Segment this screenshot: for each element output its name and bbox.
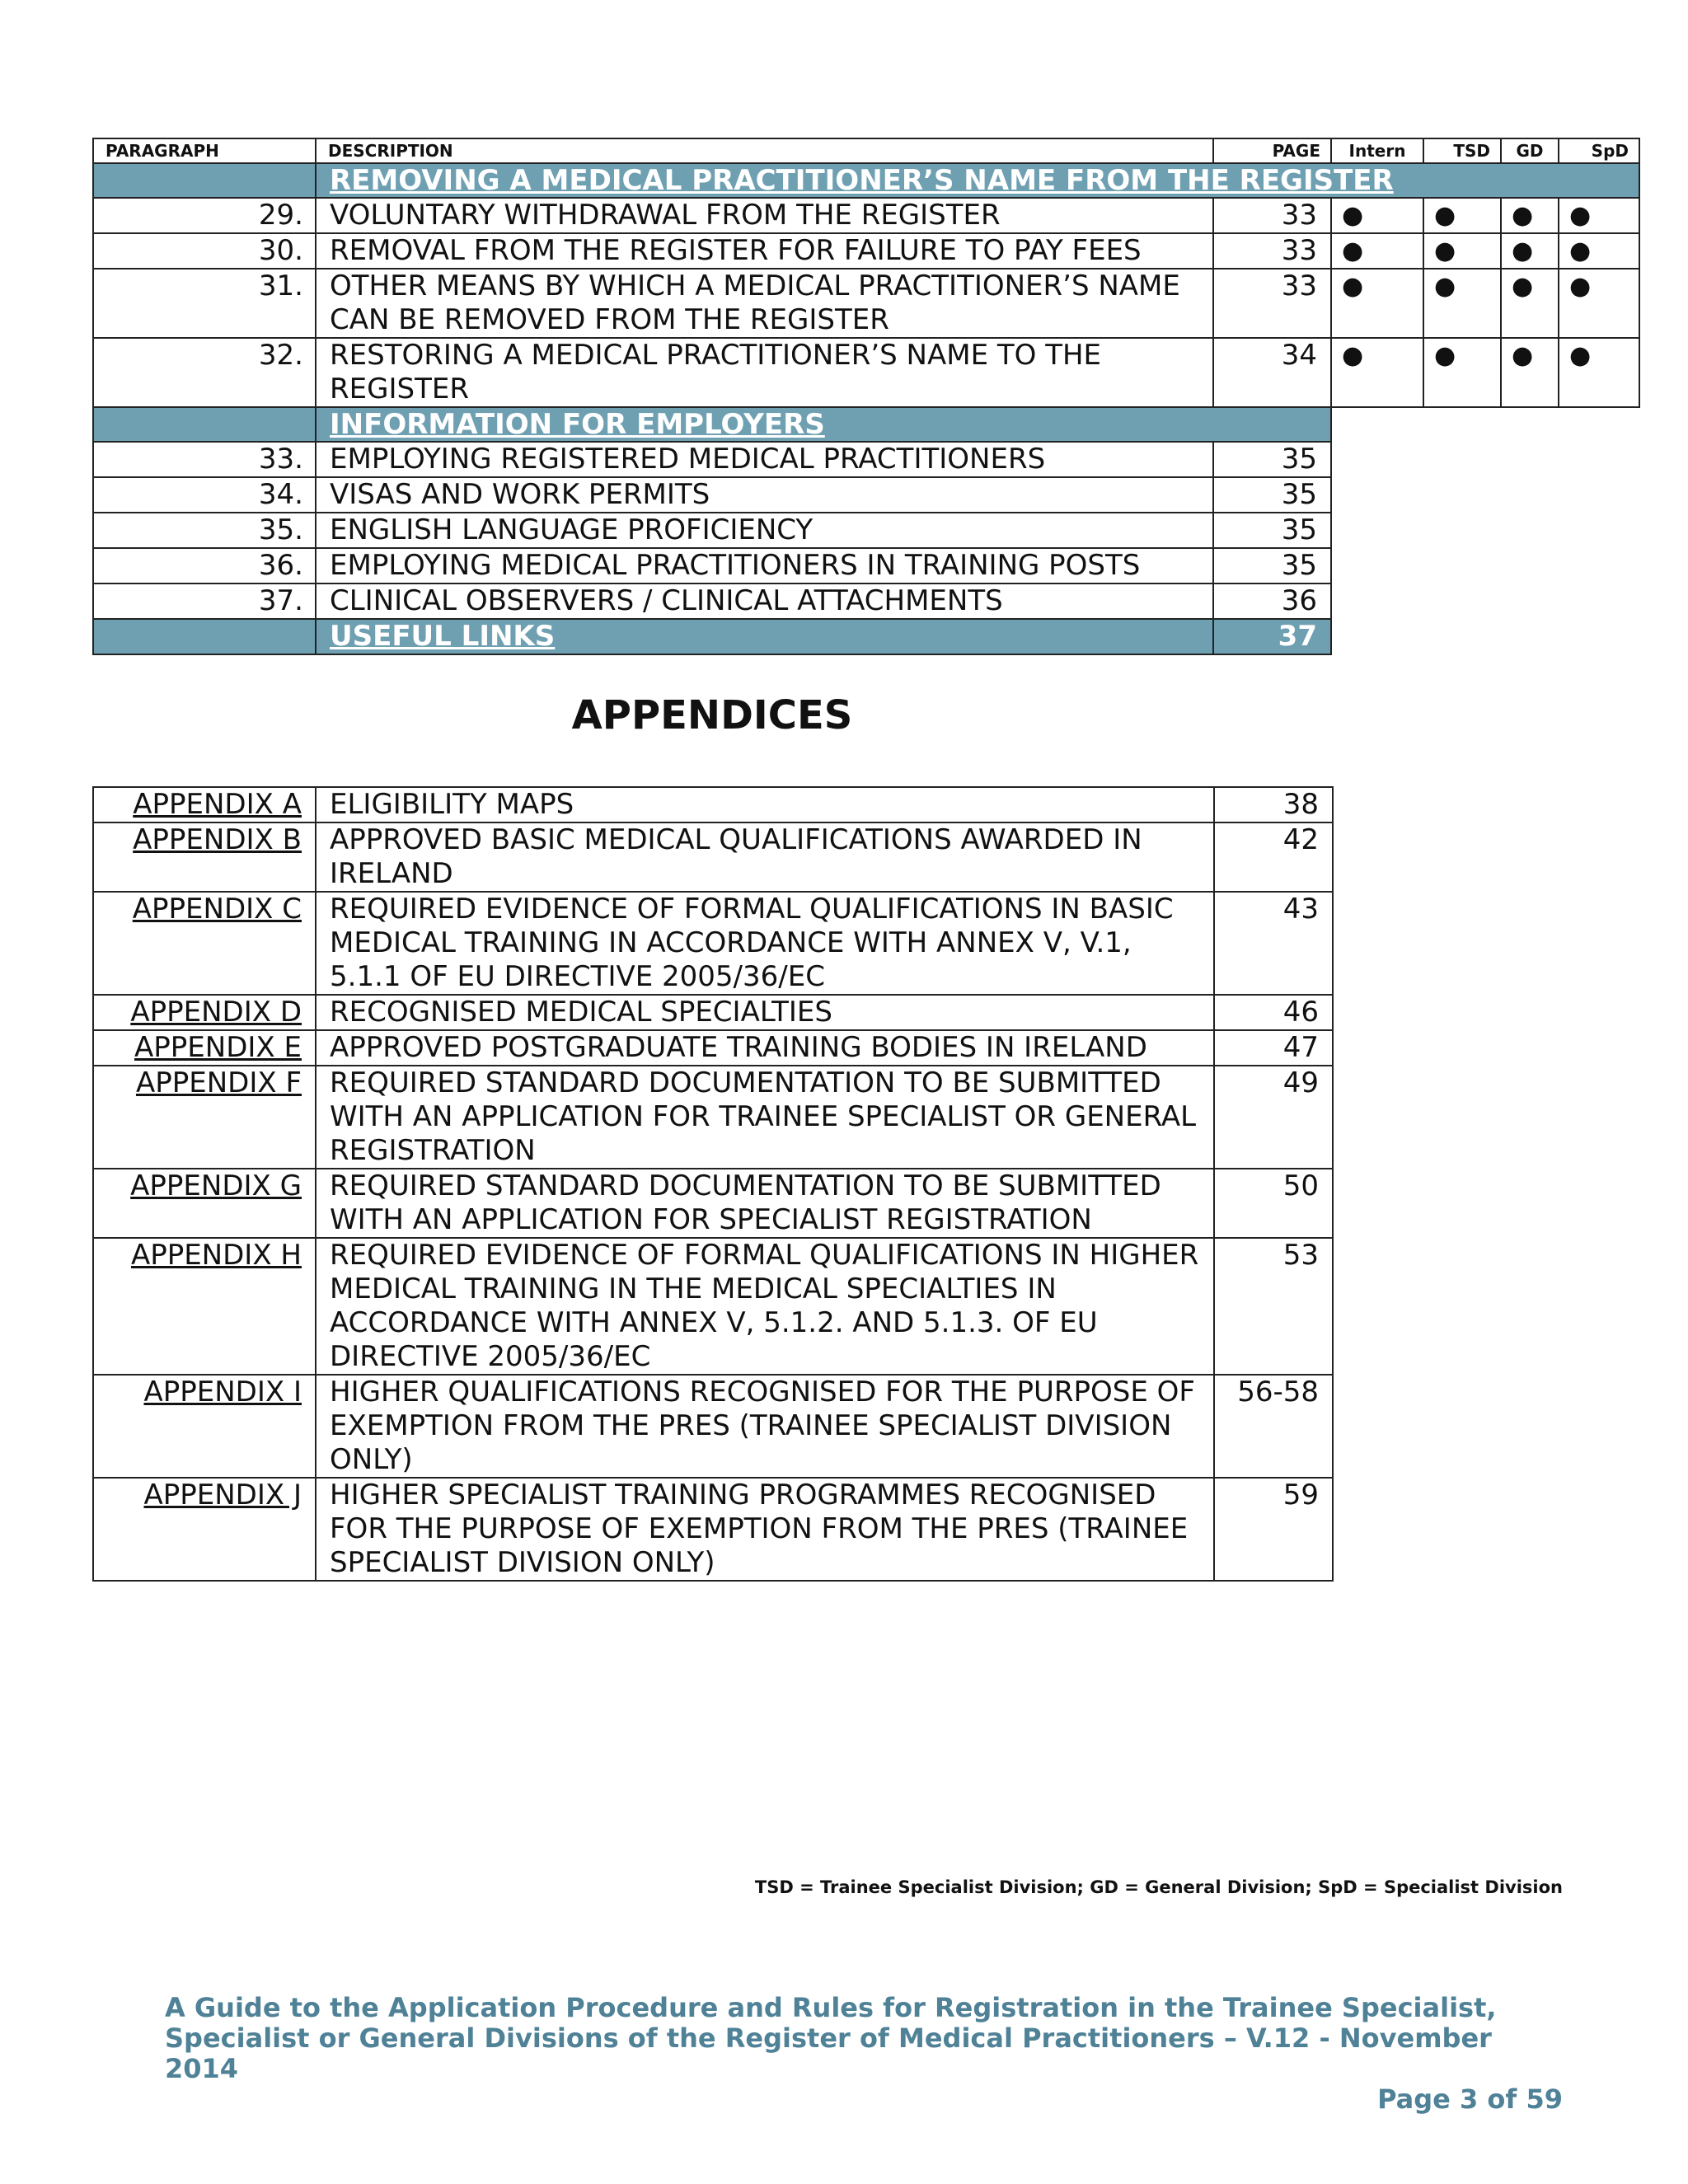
paragraph-number: 31.: [93, 269, 316, 338]
page-number: 50: [1214, 1169, 1333, 1238]
bullet-icon: ●: [1423, 269, 1501, 338]
appendix-link[interactable]: APPENDIX G: [93, 1169, 316, 1238]
toc-entry-link[interactable]: ENGLISH LANGUAGE PROFICIENCY: [316, 513, 1213, 548]
section-title-useful-links[interactable]: USEFUL LINKS: [316, 619, 1213, 654]
header-gd: GD: [1501, 138, 1559, 163]
bullet-icon: ●: [1423, 198, 1501, 233]
appendix-link[interactable]: APPENDIX I: [93, 1375, 316, 1478]
toc-header-row: [93, 138, 1639, 163]
page-number: 38: [1214, 787, 1333, 823]
appendix-row: [93, 1238, 1333, 1375]
bullet-icon: ●: [1423, 233, 1501, 269]
bullet-icon: ●: [1559, 233, 1639, 269]
page-number: 35: [1213, 477, 1331, 513]
appendix-row: [93, 1478, 1333, 1581]
appendix-description: HIGHER QUALIFICATIONS RECOGNISED FOR THE PURPOSE OF EXEMPTION FROM THE PRES (TRAINEE SPECIALIST DIVISION ONLY): [316, 1375, 1214, 1478]
page-number: 35: [1213, 442, 1331, 477]
appendix-link[interactable]: APPENDIX E: [93, 1030, 316, 1066]
appendix-row: [93, 1169, 1333, 1238]
toc-row: [93, 548, 1639, 583]
page-number: 49: [1214, 1066, 1333, 1169]
header-description: DESCRIPTION: [316, 138, 1213, 163]
header-spd: SpD: [1559, 138, 1639, 163]
toc-row: [93, 513, 1639, 548]
appendix-row: [93, 1030, 1333, 1066]
section-title-employers[interactable]: INFORMATION FOR EMPLOYERS: [316, 407, 1331, 442]
page-footer: [165, 1993, 1563, 2115]
bullet-icon: ●: [1331, 269, 1423, 338]
bullet-icon: ●: [1423, 338, 1501, 407]
page-indicator: Page 3 of 59: [1377, 2083, 1563, 2115]
toc-row: [93, 269, 1639, 338]
paragraph-number: 34.: [93, 477, 316, 513]
bullet-icon: ●: [1559, 269, 1639, 338]
toc-entry-link[interactable]: CLINICAL OBSERVERS / CLINICAL ATTACHMENTS: [316, 583, 1213, 619]
page-number: 36: [1213, 583, 1331, 619]
paragraph-number: 37.: [93, 583, 316, 619]
header-page: PAGE: [1213, 138, 1331, 163]
appendix-link[interactable]: APPENDIX H: [93, 1238, 316, 1375]
section-row-links: [93, 619, 1639, 654]
bullet-icon: ●: [1501, 233, 1559, 269]
bullet-icon: ●: [1331, 338, 1423, 407]
section-title-removing[interactable]: REMOVING A MEDICAL PRACTITIONER’S NAME FROM THE REGISTER: [316, 163, 1639, 198]
appendix-description: APPROVED POSTGRADUATE TRAINING BODIES IN IRELAND: [316, 1030, 1214, 1066]
toc-entry-link[interactable]: OTHER MEANS BY WHICH A MEDICAL PRACTITIONER’S NAME CAN BE REMOVED FROM THE REGISTER: [316, 269, 1213, 338]
toc-row: [93, 477, 1639, 513]
appendix-description: ELIGIBILITY MAPS: [316, 787, 1214, 823]
paragraph-number: 33.: [93, 442, 316, 477]
toc-row: [93, 338, 1639, 407]
bullet-icon: ●: [1501, 198, 1559, 233]
appendix-description: APPROVED BASIC MEDICAL QUALIFICATIONS AWARDED IN IRELAND: [316, 823, 1214, 892]
appendix-link[interactable]: APPENDIX A: [93, 787, 316, 823]
page-number: 43: [1214, 892, 1333, 995]
appendix-link[interactable]: APPENDIX J: [93, 1478, 316, 1581]
appendix-link[interactable]: APPENDIX C: [93, 892, 316, 995]
paragraph-number: 30.: [93, 233, 316, 269]
bullet-icon: ●: [1501, 269, 1559, 338]
header-tsd: TSD: [1423, 138, 1501, 163]
appendix-row: [93, 1375, 1333, 1478]
appendix-link[interactable]: APPENDIX F: [93, 1066, 316, 1169]
paragraph-number: 35.: [93, 513, 316, 548]
paragraph-number: 36.: [93, 548, 316, 583]
appendix-link[interactable]: APPENDIX D: [93, 995, 316, 1030]
toc-entry-link[interactable]: VOLUNTARY WITHDRAWAL FROM THE REGISTER: [316, 198, 1213, 233]
page-number: 33: [1213, 198, 1331, 233]
bullet-icon: ●: [1559, 338, 1639, 407]
page-number: 35: [1213, 548, 1331, 583]
page-number: 37: [1213, 619, 1331, 654]
footer-title-line-2: Specialist or General Divisions of the Register of Medical Practitioners – V.12 - November 2014: [165, 2022, 1492, 2084]
page-number: 33: [1213, 233, 1331, 269]
appendix-description: REQUIRED STANDARD DOCUMENTATION TO BE SUBMITTED WITH AN APPLICATION FOR SPECIALIST REGISTRATION: [316, 1169, 1214, 1238]
toc-row: [93, 233, 1639, 269]
page-number: 53: [1214, 1238, 1333, 1375]
appendix-row: [93, 995, 1333, 1030]
toc-entry-link[interactable]: VISAS AND WORK PERMITS: [316, 477, 1213, 513]
section-row-removing: [93, 163, 1639, 198]
page-number: 33: [1213, 269, 1331, 338]
appendix-description: REQUIRED STANDARD DOCUMENTATION TO BE SUBMITTED WITH AN APPLICATION FOR TRAINEE SPECIALIST OR GENERAL REGISTRATION: [316, 1066, 1214, 1169]
appendix-row: [93, 787, 1333, 823]
page-number: 34: [1213, 338, 1331, 407]
bullet-icon: ●: [1501, 338, 1559, 407]
header-paragraph: PARAGRAPH: [93, 138, 316, 163]
page-number: 46: [1214, 995, 1333, 1030]
toc-table: [92, 138, 1640, 655]
footer-title-line-1: A Guide to the Application Procedure and Rules for Registration in the Trainee Specialist,: [165, 1992, 1497, 2023]
page-number: 59: [1214, 1478, 1333, 1581]
appendices-table: [92, 786, 1334, 1582]
division-legend: TSD = Trainee Specialist Division; GD = General Division; SpD = Specialist Division: [754, 1877, 1563, 1897]
appendix-link[interactable]: APPENDIX B: [93, 823, 316, 892]
page-number: 56-58: [1214, 1375, 1333, 1478]
bullet-icon: ●: [1331, 198, 1423, 233]
toc-row: [93, 198, 1639, 233]
toc-entry-link[interactable]: RESTORING A MEDICAL PRACTITIONER’S NAME TO THE REGISTER: [316, 338, 1213, 407]
bullet-icon: ●: [1559, 198, 1639, 233]
toc-row: [93, 442, 1639, 477]
appendix-description: RECOGNISED MEDICAL SPECIALTIES: [316, 995, 1214, 1030]
appendix-description: REQUIRED EVIDENCE OF FORMAL QUALIFICATIONS IN BASIC MEDICAL TRAINING IN ACCORDANCE WITH ANNEX V, V.1, 5.1.1 OF EU DIRECTIVE 2005/36/EC: [316, 892, 1214, 995]
page-number: 47: [1214, 1030, 1333, 1066]
page-number: 35: [1213, 513, 1331, 548]
appendix-row: [93, 1066, 1333, 1169]
appendix-row: [93, 823, 1333, 892]
section-row-employers: [93, 407, 1639, 442]
paragraph-number: 29.: [93, 198, 316, 233]
appendix-row: [93, 892, 1333, 995]
appendix-description: HIGHER SPECIALIST TRAINING PROGRAMMES RECOGNISED FOR THE PURPOSE OF EXEMPTION FROM THE PRES (TRAINEE SPECIALIST DIVISION ONLY): [316, 1478, 1214, 1581]
toc-entry-link[interactable]: EMPLOYING REGISTERED MEDICAL PRACTITIONERS: [316, 442, 1213, 477]
bullet-icon: ●: [1331, 233, 1423, 269]
page-number: 42: [1214, 823, 1333, 892]
header-intern: Intern: [1331, 138, 1423, 163]
toc-entry-link[interactable]: EMPLOYING MEDICAL PRACTITIONERS IN TRAINING POSTS: [316, 548, 1213, 583]
paragraph-number: 32.: [93, 338, 316, 407]
appendices-heading: APPENDICES: [571, 692, 853, 738]
toc-row: [93, 583, 1639, 619]
toc-entry-link[interactable]: REMOVAL FROM THE REGISTER FOR FAILURE TO PAY FEES: [316, 233, 1213, 269]
appendix-description: REQUIRED EVIDENCE OF FORMAL QUALIFICATIONS IN HIGHER MEDICAL TRAINING IN THE MEDICAL SPECIALTIES IN ACCORDANCE WITH ANNEX V, 5.1.2. AND 5.1.3. OF EU DIRECTIVE 2005/36/EC: [316, 1238, 1214, 1375]
